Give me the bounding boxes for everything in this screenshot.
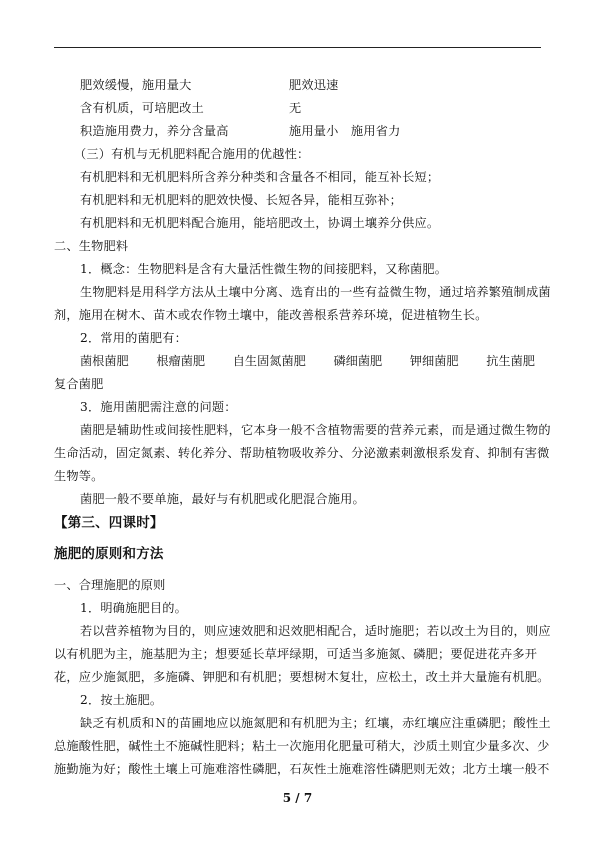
- paragraph-line: 剂，施用在树木、苗木或农作物土壤中，能改善根系营养环境，促进植物生长。: [54, 308, 488, 322]
- list-item: 根瘤菌肥: [156, 354, 206, 368]
- paragraph-line: 2．常用的菌肥有：: [80, 331, 188, 345]
- table-cell: 积造施用费力，养分含量高: [80, 124, 229, 138]
- table-cell: 含有机质，可培肥改土: [80, 101, 204, 115]
- paragraph-line: 生命活动，固定氮素、转化养分、帮助植物吸收养分、分泌激素刺激根系发育、抑制有害微: [54, 446, 550, 460]
- paragraph-line: 1．概念：生物肥料是含有大量活性微生物的间接肥料，又称菌肥。: [80, 262, 448, 276]
- page-title: 施肥的原则和方法: [54, 546, 164, 562]
- paragraph-line: 有机肥料和无机肥料的肥效快慢、长短各异，能相互弥补；: [80, 193, 403, 207]
- section-heading: 一、合理施肥的原则: [54, 578, 166, 592]
- paragraph-line: 缺乏有机质和Ｎ的苗圃地应以施氮肥和有机肥为主；红壤，赤红壤应注重磷肥；酸性土: [80, 716, 551, 730]
- list-item: 磷细菌肥: [333, 354, 383, 368]
- paragraph-line: 1．明确施肥目的。: [80, 601, 188, 615]
- list-item: 菌根菌肥: [80, 354, 129, 368]
- paragraph-line: 若以营养植物为目的，则应速效肥和迟效肥相配合，适时施肥；若以改土为目的，则应: [80, 624, 551, 638]
- list-item: 抗生菌肥: [486, 354, 535, 368]
- table-cell: 无: [289, 101, 302, 115]
- paragraph-line: 花，应少施氮肥，多施磷、钾肥和有机肥；要想树木复壮，应松土，改土并大量施有机肥。: [54, 670, 550, 684]
- header-rule: [54, 47, 541, 48]
- page-number: 5 / 7: [282, 791, 313, 805]
- table-cell: 施用量小 施用省力: [289, 124, 401, 138]
- paragraph-line: 生物等。: [54, 469, 104, 483]
- list-item: 复合菌肥: [54, 377, 104, 391]
- paragraph-line: 菌肥是辅助性或间接性肥料，它本身一般不含植物需要的营养元素，而是通过微生物的: [80, 423, 551, 437]
- paragraph-line: 总施酸性肥，碱性土不施碱性肥料；粘土一次施用化肥量可稍大，沙质土则宜少量多次、少: [54, 739, 550, 753]
- paragraph-line: 菌肥一般不要单施，最好与有机肥或化肥混合施用。: [80, 492, 365, 506]
- subsection-heading: （三）有机与无机肥料配合施用的优越性：: [74, 147, 310, 161]
- paragraph-line: 有机肥料和无机肥料所含养分种类和含量各不相同，能互补长短；: [80, 170, 440, 184]
- paragraph-line: 2．按土施肥。: [80, 693, 163, 707]
- list-item: 钾细菌肥: [409, 354, 459, 368]
- table-cell: 肥效迅速: [289, 78, 339, 92]
- fertilizer-types-row: [80, 354, 535, 369]
- paragraph-line: 3．施用菌肥需注意的问题：: [80, 400, 237, 414]
- list-item: 自生固氮菌肥: [232, 354, 306, 368]
- lesson-heading: 【第三、四课时】: [54, 515, 164, 531]
- table-cell: 肥效缓慢，施用量大: [80, 78, 192, 92]
- paragraph-line: 以有机肥为主，施基肥为主；想要延长草坪绿期，可适当多施氮、磷肥；要促进花卉多开: [54, 647, 538, 661]
- paragraph-line: 施勤施为好；酸性土壤上可施难溶性磷肥，石灰性土施难溶性磷肥则无效；北方土壤一般不: [54, 762, 550, 776]
- section-heading: 二、生物肥料: [54, 239, 129, 253]
- paragraph-line: 生物肥料是用科学方法从土壤中分离、选育出的一些有益微生物，通过培养繁殖制成菌: [80, 285, 551, 299]
- paragraph-line: 有机肥料和无机肥料配合施用，能培肥改土，协调土壤养分供应。: [80, 216, 440, 230]
